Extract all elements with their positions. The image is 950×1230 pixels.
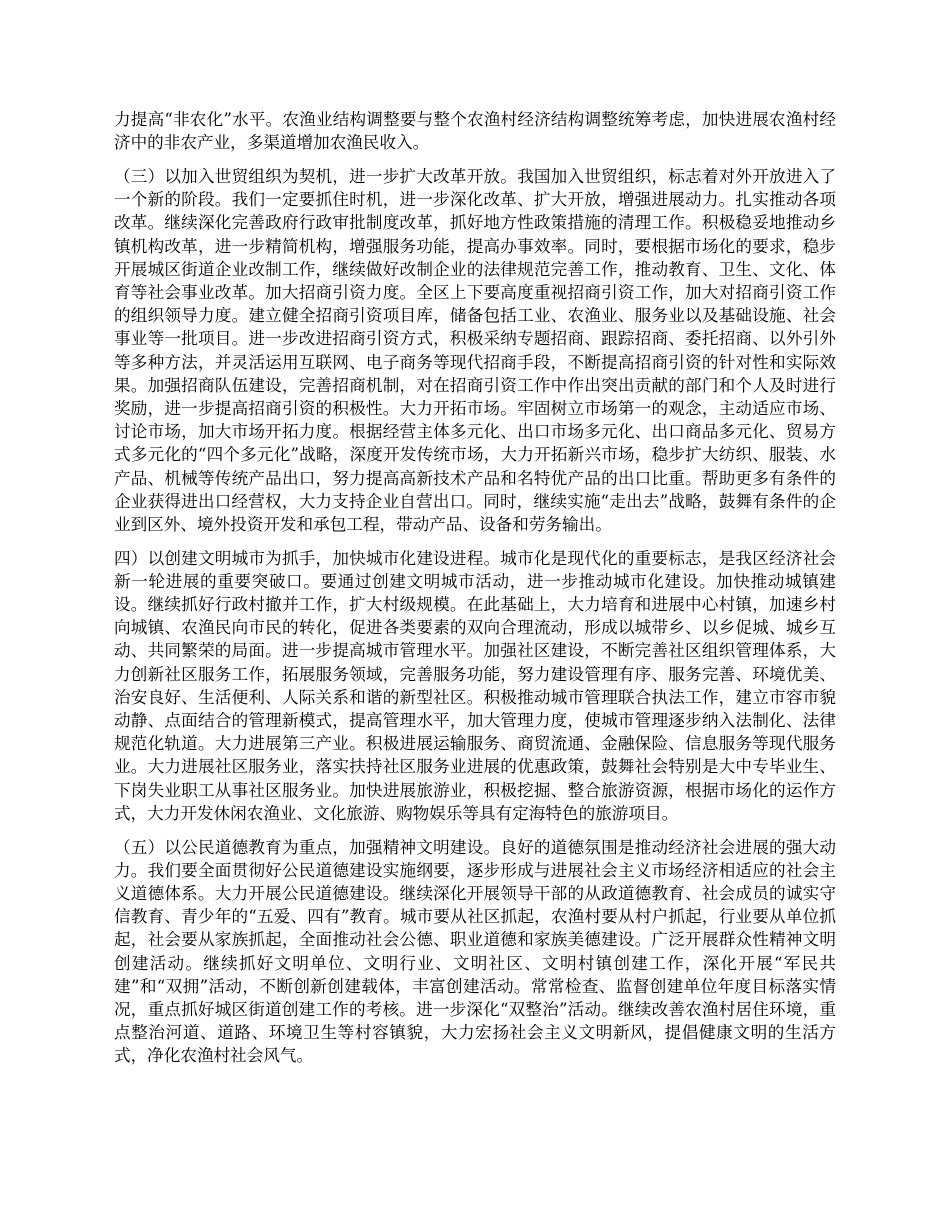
document-body [114, 108, 836, 1068]
paragraph-section-five: （五）以公民道德教育为重点，加强精神文明建设。良好的道德氛围是推动经济社会进展的强大动力。我们要全面贯彻好公民道德建设实施纲要，逐步形成与进展社会主义市场经济相适应的社会主义道德体系。大力开展公民道德建设。继续深化开展领导干部的从政道德教育、社会成员的诚实守信教育、青少年的“五爱、四有”教育。城市要从社区抓起，农渔村要从村户抓起，行业要从单位抓起，社会要从家族抓起，全面推动社会公德、职业道德和家族美德建设。广泛开展群众性精神文明创建活动。继续抓好文明单位、文明行业、文明社区、文明村镇创建工作，深化开展“军民共建”和“双拥”活动，不断创新创建载体，丰富创建活动。常常检查、监督创建单位年度目标落实情况，重点抓好城区街道创建工作的考核。进一步深化“双整治”活动。继续改善农渔村居住环境，重点整治河道、道路、环境卫生等村容镇貌，大力宏扬社会主义文明新风，提倡健康文明的生活方式，净化农渔村社会风气。 [114, 837, 836, 1066]
paragraph-gap [114, 154, 836, 165]
paragraph-gap [114, 825, 836, 836]
paragraph-gap [114, 536, 836, 547]
paragraph-section-four: 四）以创建文明城市为抓手，加快城市化建设进程。城市化是现代化的重要标志，是我区经济社会新一轮进展的重要突破口。要通过创建文明城市活动，进一步推动城市化建设。加快推动城镇建设。继续抓好行政村撤并工作，扩大村级规模。在此基础上，大力培育和进展中心村镇，加速乡村向城镇、农渔民向市民的转化，促进各类要素的双向合理流动，形成以城带乡、以乡促城、城乡互动、共同繁荣的局面。进一步提高城市管理水平。加强社区建设，不断完善社区组织管理体系，大力创新社区服务工作，拓展服务领域，完善服务功能，努力建设管理有序、服务完善、环境优美、治安良好、生活便利、人际关系和谐的新型社区。积极推动城市管理联合执法工作，建立市容市貌动静、点面结合的管理新模式，提高管理水平，加大管理力度，使城市管理逐步纳入法制化、法律规范化轨道。大力进展第三产业。积极进展运输服务、商贸流通、金融保险、信息服务等现代服务业。大力进展社区服务业，落实扶持社区服务业进展的优惠政策，鼓舞社会特别是大中专毕业生、下岗失业职工从事社区服务业。加快进展旅游业，积极挖掘、整合旅游资源，根据市场化的运作方式，大力开发休闲农渔业、文化旅游、购物娱乐等具有定海特色的旅游项目。 [114, 548, 836, 823]
paragraph-section-three: （三）以加入世贸组织为契机，进一步扩大改革开放。我国加入世贸组织，标志着对外开放进入了一个新的阶段。我们一定要抓住时机，进一步深化改革、扩大开放，增强进展动力。扎实推动各项改革。继续深化完善政府行政审批制度改革，抓好地方性政策措施的清理工作。积极稳妥地推动乡镇机构改革，进一步精简机构，增强服务功能，提高办事效率。同时，要根据市场化的要求，稳步开展城区街道企业改制工作，继续做好改制企业的法律规范完善工作，推动教育、卫生、文化、体育等社会事业改革。加大招商引资力度。全区上下要高度重视招商引资工作，加大对招商引资工作的组织领导力度。建立健全招商引资项目库，储备包括工业、农渔业、服务业以及基础设施、社会事业等一批项目。进一步改进招商引资方式，积极采纳专题招商、跟踪招商、委托招商、以外引外等多种方法，并灵活运用互联网、电子商务等现代招商手段，不断提高招商引资的针对性和实际效果。加强招商队伍建设，完善招商机制，对在招商引资工作中作出突出贡献的部门和个人及时进行奖励，进一步提高招商引资的积极性。大力开拓市场。牢固树立市场第一的观念，主动适应市场、讨论市场，加大市场开拓力度。根据经营主体多元化、出口市场多元化、出口商品多元化、贸易方式多元化的“四个多元化”战略，深度开发传统市场，大力开拓新兴市场，稳步扩大纺织、服装、水产品、机械等传统产品出口，努力提高高新技术产品和名特优产品的出口比重。帮助更多有条件的企业获得进出口经营权，大力支持企业自营出口。同时，继续实施“走出去”战略，鼓舞有条件的企业到区外、境外投资开发和承包工程，带动产品、设备和劳务输出。 [114, 166, 836, 534]
paragraph-continuation: 力提高“非农化”水平。农渔业结构调整要与整个农渔村经济结构调整统筹考虑，加快进展农渔村经济中的非农产业，多渠道增加农渔民收入。 [114, 110, 836, 153]
